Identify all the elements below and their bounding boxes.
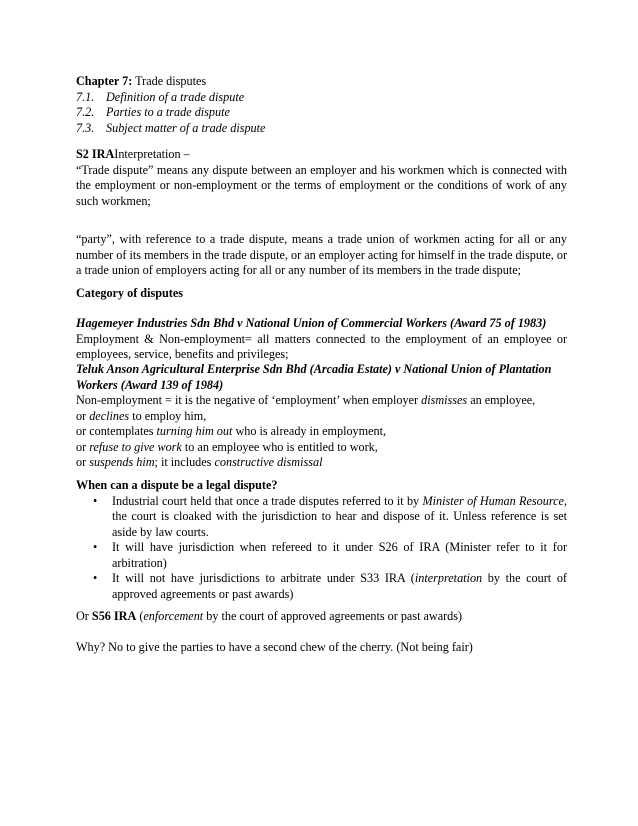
bullet-icon: • [93,571,98,585]
toc-number: 7.2. [76,105,95,119]
chapter-toc [76,90,567,137]
non-employment-line: or suspends him; it includes constructive dismissal [76,455,323,469]
list-item: • It will have jurisdiction when refereed to it under S26 of IRA (Minister refer to it for arbitration) [93,540,567,570]
legal-dispute-list [76,494,567,603]
non-employment-list [76,393,567,471]
chapter-title: Trade disputes [135,74,207,88]
legal-dispute-heading: When can a dispute be a legal dispute? [76,478,278,492]
toc-item [76,105,567,121]
interpretation-heading-text: Interpretation – [114,147,190,161]
interpretation-label: S2 IRA [76,147,115,161]
case-telukanson-title: Teluk Anson Agricultural Enterprise Sdn Bhd (Arcadia Estate) v National Union of Plantation Workers (Award 139 of 1984) [76,362,552,392]
non-employment-line: Non-employment = it is the negative of ‘employment’ when employer dismisses an employee, [76,393,536,407]
toc-item [76,121,567,137]
toc-title: Subject matter of a trade dispute [106,120,266,135]
chapter-heading [76,74,567,90]
toc-item [76,90,567,106]
interpretation-heading [76,147,567,163]
case-hagemeyer-text: Employment & Non-employment= all matters connected to the employment of an employee or employees, service, benefits and privileges; [76,331,567,361]
case-hagemeyer-title: Hagemeyer Industries Sdn Bhd v National Union of Commercial Workers (Award 75 of 1983) [76,316,547,330]
list-item: • It will not have jurisdictions to arbitrate under S33 IRA (interpretation by the court of approved agreements or past awards) [93,571,567,601]
non-employment-line: or declines to employ him, [76,408,207,423]
category-heading: Category of disputes [76,286,183,300]
bullet-icon: • [93,540,98,554]
non-employment-line: or refuse to give work to an employee who is entitled to work, [76,439,378,454]
chapter-label: Chapter 7: [76,74,133,88]
toc-number: 7.3. [76,120,95,135]
bullet-icon: • [93,493,98,508]
s56-line: Or S56 IRA (enforcement by the court of approved agreements or past awards) [76,609,463,623]
toc-title: Parties to a trade dispute [106,105,230,119]
why-line: Why? No to give the parties to have a second chew of the cherry. (Not being fair) [76,640,473,654]
list-item: • Industrial court held that once a trade disputes referred to it by Minister of Human Resource, the court is cloaked with the jurisdiction to hear and dispose of it. Unless reference is set aside by law courts. [93,493,567,539]
trade-dispute-definition: “Trade dispute” means any dispute between an employer and his workmen which is connected with the employment or non-employment or the terms of employment or the conditions of work of any such workmen; [76,162,567,208]
toc-number: 7.1. [76,89,95,104]
toc-title: Definition of a trade dispute [106,89,245,104]
non-employment-line: or contemplates turning him out who is already in employment, [76,424,387,438]
party-definition: “party”, with reference to a trade dispute, means a trade union of workmen acting for all or any number of its members in the trade dispute, or an employer acting for himself in the trade dispute, or a trade union of employers acting for all or any number of its members in the trade dispute; [76,232,567,277]
